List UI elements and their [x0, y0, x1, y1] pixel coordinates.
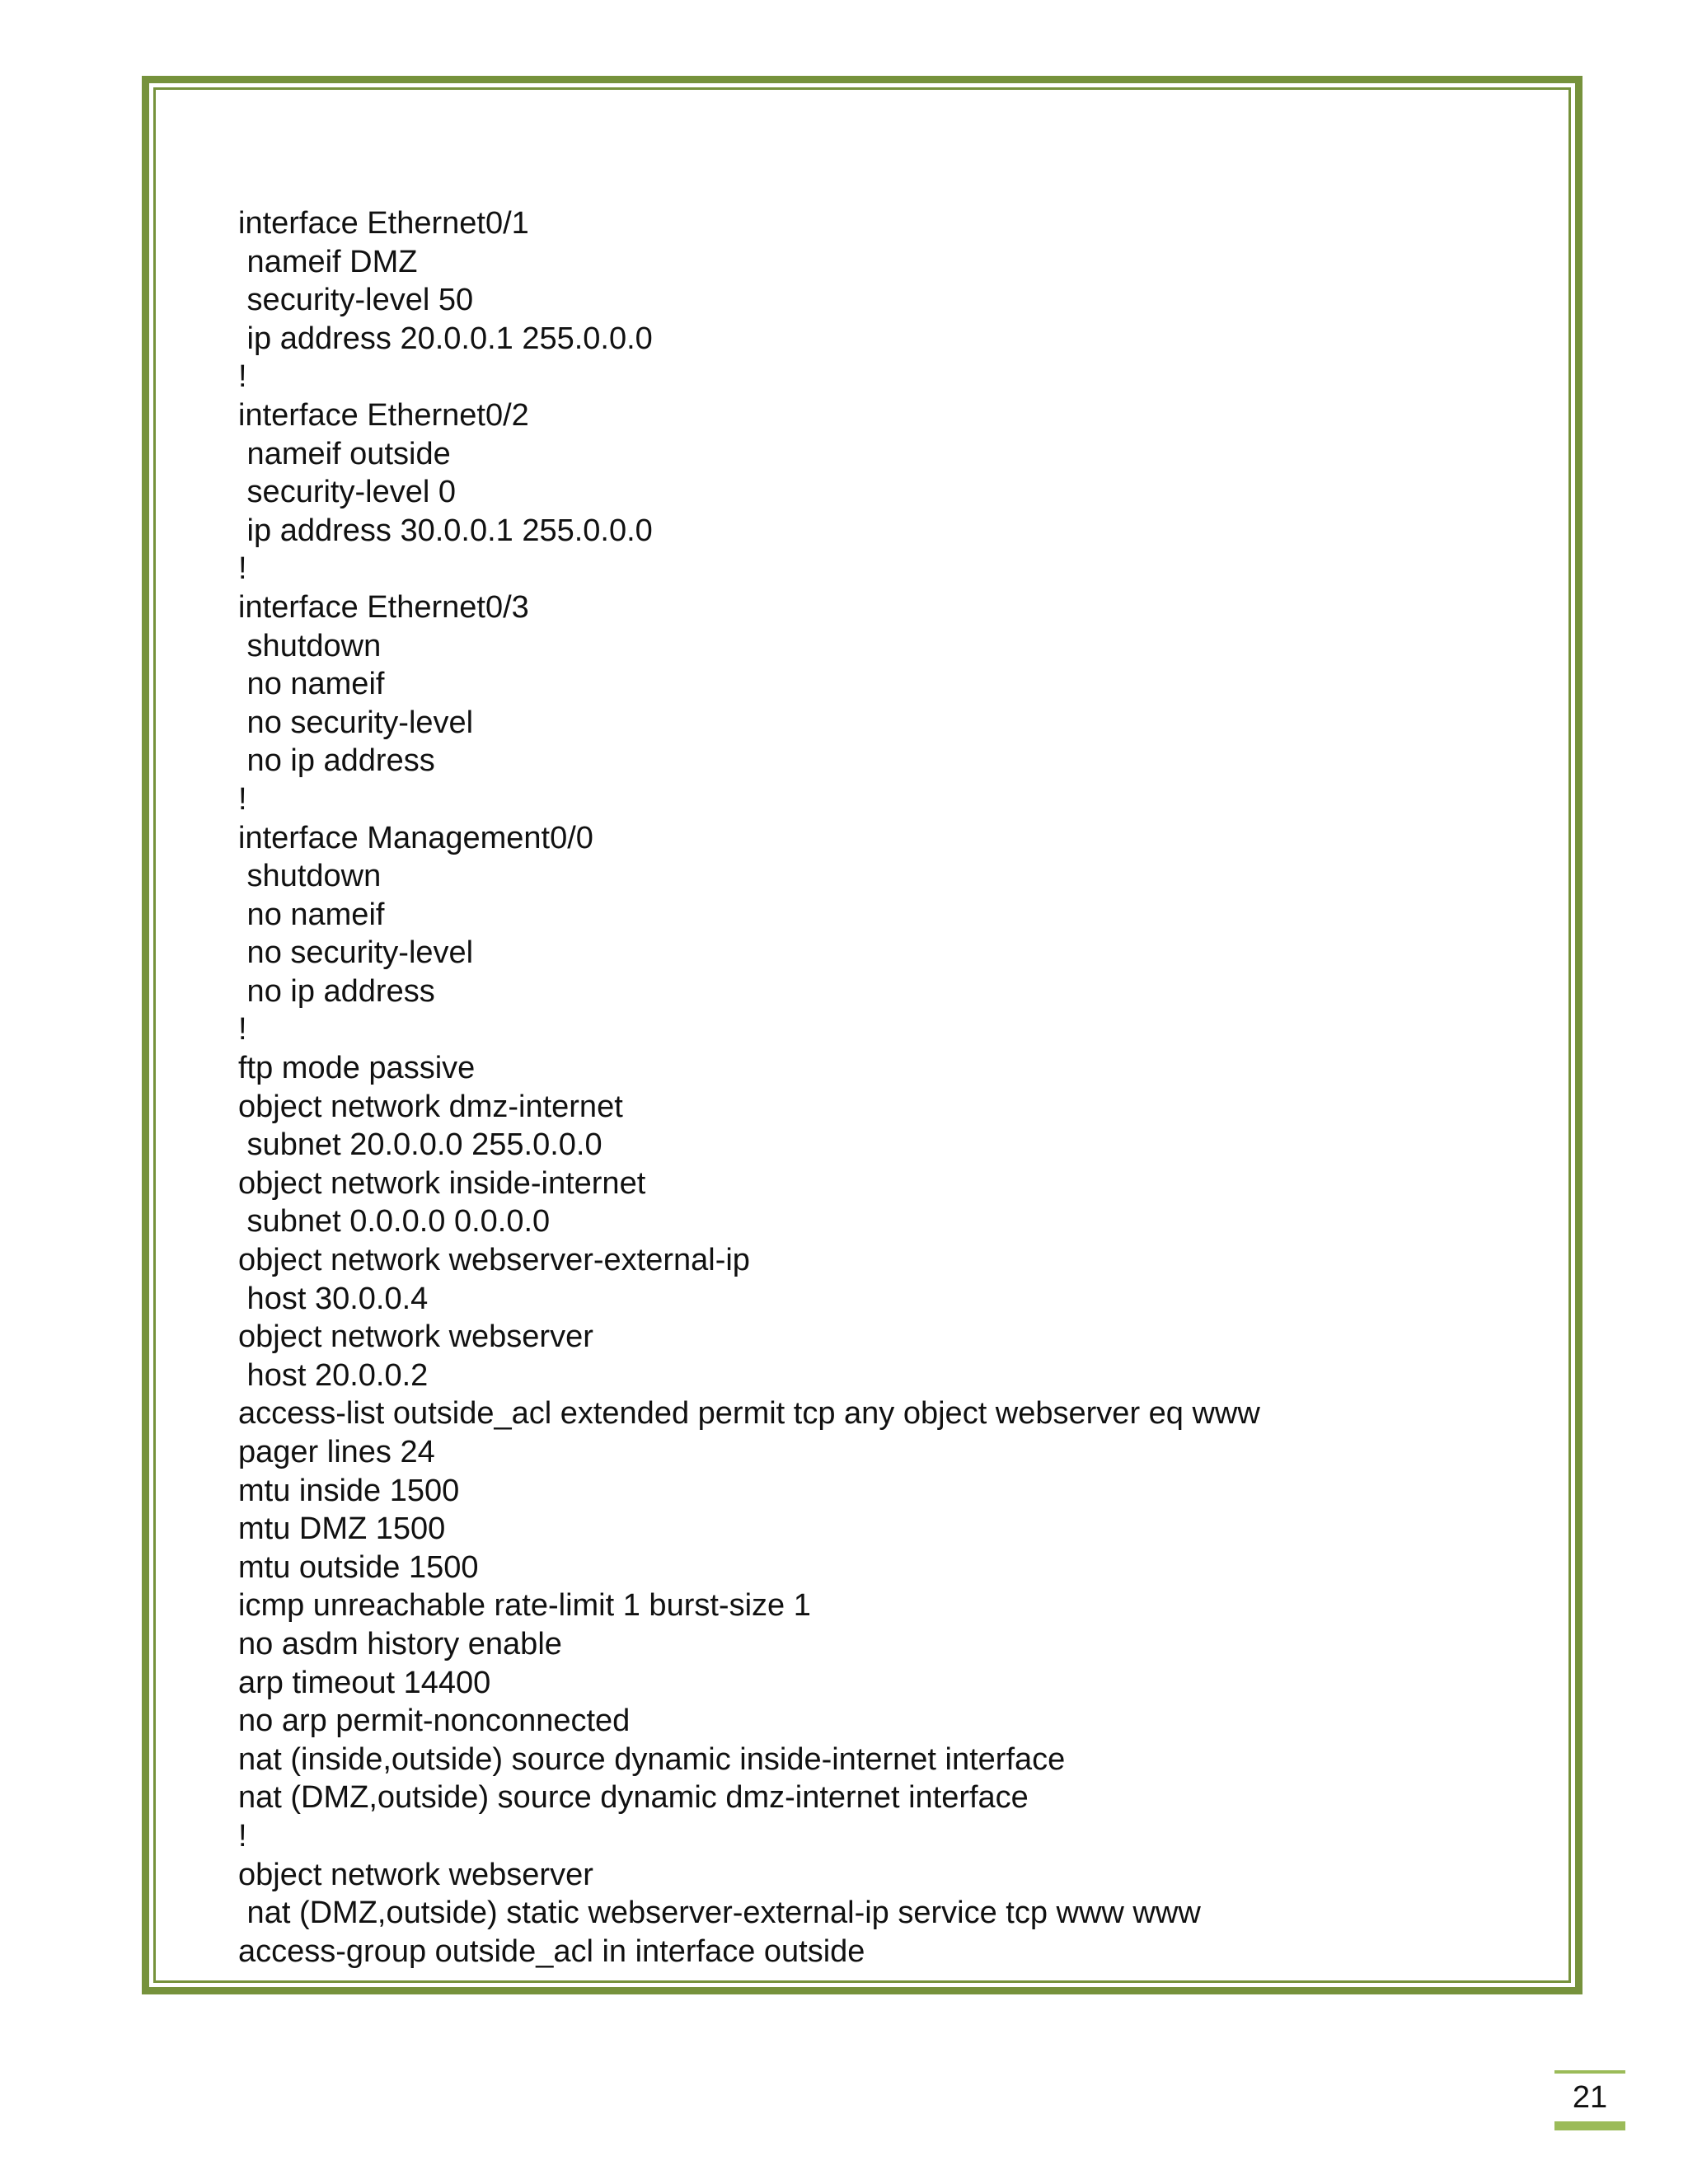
config-line: nat (inside,outside) source dynamic inside-internet interface	[238, 1741, 1066, 1777]
config-line: subnet 20.0.0.0 255.0.0.0	[238, 1127, 603, 1163]
config-line: mtu outside 1500	[238, 1549, 479, 1585]
config-line: !	[238, 781, 247, 817]
config-line: no security-level	[238, 935, 474, 971]
config-line: ip address 30.0.0.1 255.0.0.0	[238, 513, 653, 548]
config-line: pager lines 24	[238, 1435, 435, 1469]
config-line: object network webserver-external-ip	[238, 1243, 750, 1278]
config-line: nameif outside	[238, 436, 451, 471]
config-line: interface Ethernet0/2	[238, 397, 529, 433]
config-text-block	[238, 204, 1260, 1971]
config-line: subnet 0.0.0.0 0.0.0.0	[238, 1204, 551, 1240]
config-line: nameif DMZ	[238, 244, 418, 279]
config-line: no security-level	[238, 705, 474, 740]
config-line: no nameif	[238, 897, 385, 932]
config-line: no ip address	[238, 743, 435, 779]
config-line: no ip address	[238, 973, 435, 1009]
config-line: shutdown	[238, 628, 382, 663]
config-line: host 20.0.0.2	[238, 1357, 429, 1393]
config-line: !	[238, 1012, 247, 1047]
page-number-block	[1554, 2070, 1625, 2130]
config-line: !	[238, 359, 247, 395]
page-number-bottom-rule	[1554, 2121, 1625, 2130]
config-line: ftp mode passive	[238, 1051, 476, 1086]
page-number: 21	[1572, 2080, 1608, 2115]
config-line: object network inside-internet	[238, 1165, 646, 1201]
config-line: no nameif	[238, 667, 385, 702]
config-line: security-level 50	[238, 283, 474, 318]
config-line: arp timeout 14400	[238, 1665, 491, 1700]
config-line: security-level 0	[238, 475, 456, 510]
config-line: access-list outside_acl extended permit tcp any object webserver eq www	[238, 1396, 1260, 1432]
config-line: object network webserver	[238, 1319, 593, 1355]
page-frame-border	[142, 76, 1582, 1994]
config-line: object network webserver	[238, 1857, 593, 1892]
config-line: icmp unreachable rate-limit 1 burst-size 1	[238, 1588, 811, 1624]
config-line: nat (DMZ,outside) source dynamic dmz-internet interface	[238, 1780, 1029, 1816]
config-line: mtu DMZ 1500	[238, 1511, 446, 1547]
config-line: object network dmz-internet	[238, 1089, 623, 1124]
config-line: shutdown	[238, 859, 382, 894]
config-line: interface Management0/0	[238, 820, 593, 855]
config-line: access-group outside_acl in interface outside	[238, 1933, 865, 1969]
config-line: nat (DMZ,outside) static webserver-external-ip service tcp www www	[238, 1896, 1201, 1931]
config-line: !	[238, 1818, 247, 1854]
config-line: ip address 20.0.0.1 255.0.0.0	[238, 321, 653, 356]
config-line: mtu inside 1500	[238, 1473, 460, 1508]
config-line: no arp permit-nonconnected	[238, 1704, 631, 1739]
config-line: interface Ethernet0/3	[238, 589, 529, 625]
config-line: !	[238, 551, 247, 587]
config-line: interface Ethernet0/1	[238, 206, 529, 241]
config-line: host 30.0.0.4	[238, 1281, 429, 1316]
config-line: no asdm history enable	[238, 1626, 562, 1661]
